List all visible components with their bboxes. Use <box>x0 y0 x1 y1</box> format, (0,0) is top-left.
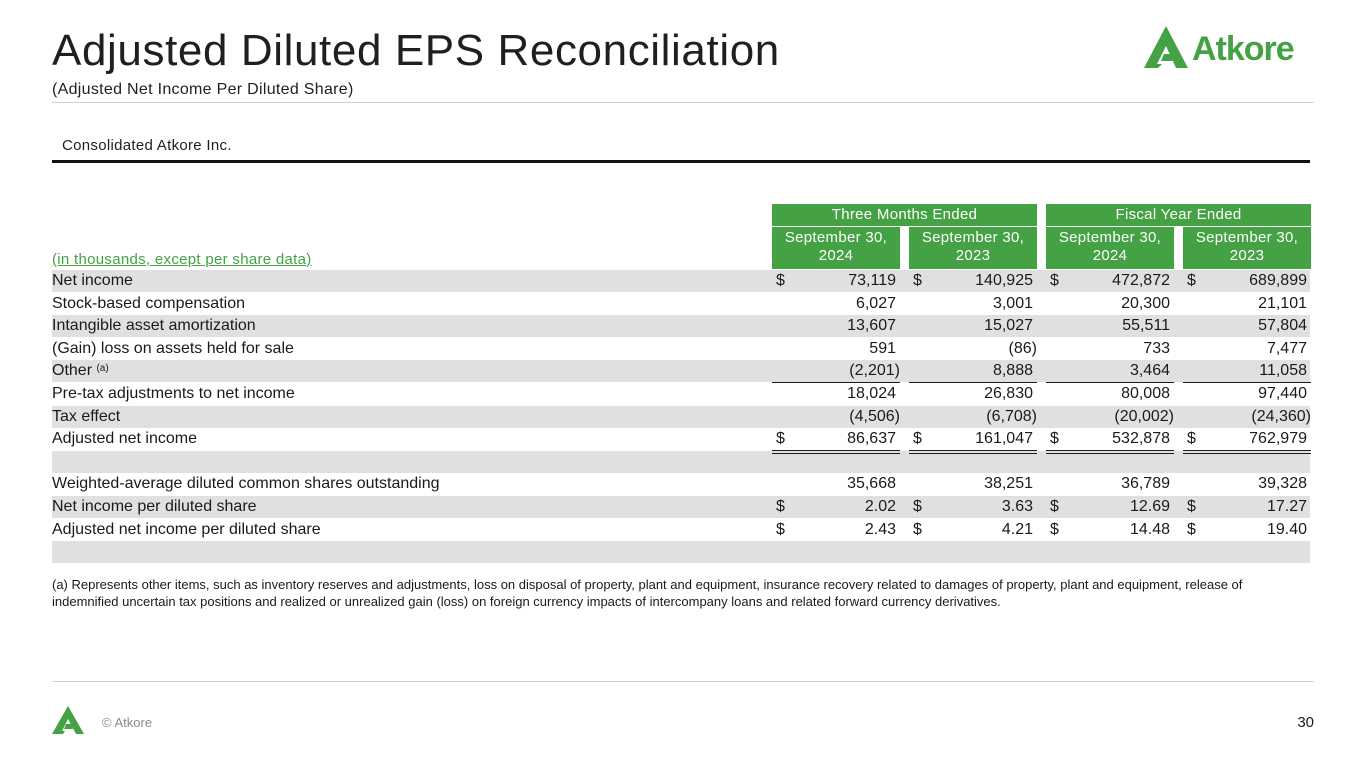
column-header-q-2023 <box>909 227 1037 269</box>
cell-value: (4,506) <box>849 407 900 425</box>
value-cell <box>1046 360 1174 382</box>
table-row <box>52 496 1310 518</box>
value-cell <box>909 360 1037 382</box>
cell-value: 18,024 <box>847 385 896 402</box>
value-cell <box>772 428 900 450</box>
cell-value: 20,300 <box>1121 294 1170 312</box>
value-cell <box>772 360 900 382</box>
value-cell <box>909 293 1037 315</box>
value-cell <box>1046 338 1174 360</box>
cell-value: 3,001 <box>992 294 1033 312</box>
page-title: Adjusted Diluted EPS Reconciliation <box>52 26 780 75</box>
value-cell <box>1046 270 1174 292</box>
cell-value: 73,119 <box>848 272 896 289</box>
value-cell <box>1046 428 1174 450</box>
row-label <box>52 496 257 518</box>
page-subtitle: (Adjusted Net Income Per Diluted Share) <box>52 81 354 98</box>
subtotal-rule <box>772 382 900 383</box>
dollar-sign: $ <box>913 430 922 448</box>
row-label <box>52 360 109 382</box>
value-cell <box>909 496 1037 518</box>
value-cell <box>1183 428 1311 450</box>
cell-value: 17.27 <box>1266 498 1307 515</box>
cell-value: 21,101 <box>1258 294 1307 312</box>
cell-value: (86) <box>1008 339 1037 357</box>
cell-value: 57,804 <box>1258 317 1307 335</box>
table-row <box>52 473 1310 495</box>
table-row <box>52 451 1310 473</box>
cell-value: 14.48 <box>1129 520 1170 538</box>
copyright: © Atkore <box>102 715 153 730</box>
dollar-sign: $ <box>1187 430 1196 448</box>
cell-value: 11,058 <box>1259 362 1307 380</box>
row-label <box>52 473 440 495</box>
value-cell <box>772 519 900 541</box>
cell-value: 35,668 <box>847 475 896 493</box>
value-cell <box>1183 338 1311 360</box>
cell-value: 2.43 <box>864 520 896 538</box>
cell-value: 39,328 <box>1258 475 1307 493</box>
cell-value: 8,888 <box>992 362 1033 380</box>
value-cell <box>909 473 1037 495</box>
value-cell <box>1046 473 1174 495</box>
table-row <box>52 406 1310 428</box>
table-row <box>52 428 1310 450</box>
dollar-sign: $ <box>776 498 785 515</box>
value-cell <box>1183 406 1311 428</box>
dollar-sign: $ <box>776 520 785 538</box>
dollar-sign: $ <box>776 272 785 289</box>
cell-value: 161,047 <box>975 430 1033 448</box>
atkore-logo <box>1142 24 1318 70</box>
cell-value: 36,789 <box>1121 475 1170 493</box>
header-divider <box>52 102 1314 103</box>
row-label-text: Pre-tax adjustments to net income <box>52 385 295 402</box>
cell-value: 689,899 <box>1249 272 1307 289</box>
dollar-sign: $ <box>1187 272 1196 289</box>
row-label-text: Stock-based compensation <box>52 294 245 312</box>
cell-value: 2.02 <box>864 498 896 515</box>
value-cell <box>772 338 900 360</box>
atkore-mark-icon <box>52 705 88 735</box>
dollar-sign: $ <box>913 272 922 289</box>
total-double-rule <box>1046 450 1174 454</box>
value-cell <box>772 315 900 337</box>
table-row <box>52 360 1310 382</box>
cell-value: 532,878 <box>1112 430 1170 448</box>
value-cell <box>1183 473 1311 495</box>
row-label <box>52 338 294 360</box>
value-cell <box>772 406 900 428</box>
table-row <box>52 383 1310 405</box>
units-label: (in thousands, except per share data) <box>52 251 312 268</box>
value-cell <box>1046 315 1174 337</box>
cell-value: 80,008 <box>1121 385 1170 402</box>
cell-value: 19.40 <box>1266 520 1307 538</box>
column-header-line1: September 30, <box>921 229 1025 246</box>
value-cell <box>909 451 1037 473</box>
cell-value: 7,477 <box>1266 339 1307 357</box>
value-cell <box>909 406 1037 428</box>
value-cell <box>772 383 900 405</box>
value-cell <box>1046 383 1174 405</box>
cell-value: (24,360) <box>1251 407 1311 425</box>
dollar-sign: $ <box>776 430 785 448</box>
section-divider <box>52 160 1310 163</box>
value-cell <box>1183 496 1311 518</box>
value-cell <box>772 270 900 292</box>
value-cell <box>772 451 900 473</box>
dollar-sign: $ <box>1050 520 1059 538</box>
row-label-text: Weighted-average diluted common shares outstanding <box>52 475 440 493</box>
cell-value: 12.69 <box>1129 498 1170 515</box>
dollar-sign: $ <box>1187 520 1196 538</box>
column-header-line2: 2024 <box>818 247 854 264</box>
cell-value: 26,830 <box>984 385 1033 402</box>
cell-value: 4.21 <box>1001 520 1033 538</box>
footnote-marker: (a) <box>96 363 109 375</box>
value-cell <box>909 383 1037 405</box>
cell-value: 472,872 <box>1112 272 1170 289</box>
row-label <box>52 270 133 292</box>
column-header-line2: 2024 <box>1092 247 1128 264</box>
column-header-line2: 2023 <box>1229 247 1265 264</box>
cell-value: 97,440 <box>1258 385 1307 402</box>
value-cell <box>1183 451 1311 473</box>
cell-value: 591 <box>869 339 896 357</box>
value-cell <box>772 473 900 495</box>
cell-value: 13,607 <box>847 317 896 335</box>
value-cell <box>1046 293 1174 315</box>
logo-wordmark: Atkore <box>1192 30 1294 68</box>
row-label-text: Intangible asset amortization <box>52 317 256 335</box>
row-label <box>52 293 245 315</box>
value-cell <box>1183 541 1311 563</box>
value-cell <box>909 519 1037 541</box>
row-label-text: Net income <box>52 272 133 289</box>
dollar-sign: $ <box>1050 430 1059 448</box>
value-cell <box>909 270 1037 292</box>
value-cell <box>1046 406 1174 428</box>
column-header-line1: September 30, <box>1195 229 1299 246</box>
cell-value: (20,002) <box>1114 407 1174 425</box>
column-header-fy-2024 <box>1046 227 1174 269</box>
cell-value: (6,708) <box>986 407 1037 425</box>
value-cell <box>909 428 1037 450</box>
cell-value: 733 <box>1143 339 1170 357</box>
value-cell <box>1183 270 1311 292</box>
value-cell <box>1046 541 1174 563</box>
total-double-rule <box>909 450 1037 454</box>
value-cell <box>1046 451 1174 473</box>
table-row <box>52 293 1310 315</box>
value-cell <box>772 541 900 563</box>
column-header-line2: 2023 <box>955 247 991 264</box>
cell-value: 6,027 <box>855 294 896 312</box>
total-double-rule <box>772 450 900 454</box>
value-cell <box>909 541 1037 563</box>
row-label <box>52 519 321 541</box>
cell-value: (2,201) <box>849 362 900 380</box>
value-cell <box>1183 383 1311 405</box>
group-header-three-months: Three Months Ended <box>772 204 1037 226</box>
atkore-logo-icon <box>1142 24 1318 70</box>
value-cell <box>1183 360 1311 382</box>
row-label <box>52 383 295 405</box>
total-double-rule <box>1183 450 1311 454</box>
row-label-text: Other <box>52 362 93 380</box>
value-cell <box>1183 293 1311 315</box>
value-cell <box>909 315 1037 337</box>
table-row <box>52 270 1310 292</box>
table-row <box>52 338 1310 360</box>
cell-value: 38,251 <box>984 475 1033 493</box>
cell-value: 3,464 <box>1129 362 1170 380</box>
value-cell <box>1046 519 1174 541</box>
subtotal-rule <box>1046 382 1174 383</box>
dollar-sign: $ <box>1050 498 1059 515</box>
table-row <box>52 315 1310 337</box>
column-header-fy-2023 <box>1183 227 1311 269</box>
column-header-q-2024 <box>772 227 900 269</box>
cell-value: 55,511 <box>1122 317 1170 335</box>
section-label: Consolidated Atkore Inc. <box>62 137 232 154</box>
footer-divider <box>52 681 1314 682</box>
row-label-text: (Gain) loss on assets held for sale <box>52 339 294 357</box>
cell-value: 86,637 <box>847 430 896 448</box>
row-label-text: Net income per diluted share <box>52 498 257 515</box>
row-label <box>52 406 120 428</box>
dollar-sign: $ <box>1050 272 1059 289</box>
page-number: 30 <box>1297 714 1314 731</box>
row-label-text: Adjusted net income <box>52 430 197 448</box>
value-cell <box>772 496 900 518</box>
subtotal-rule <box>909 382 1037 383</box>
dollar-sign: $ <box>913 498 922 515</box>
column-header-line1: September 30, <box>784 229 888 246</box>
table-row <box>52 519 1310 541</box>
value-cell <box>1183 519 1311 541</box>
value-cell <box>772 293 900 315</box>
row-label-text: Adjusted net income per diluted share <box>52 520 321 538</box>
cell-value: 3.63 <box>1001 498 1033 515</box>
cell-value: 140,925 <box>975 272 1033 289</box>
value-cell <box>1046 496 1174 518</box>
row-label <box>52 315 256 337</box>
value-cell <box>1183 315 1311 337</box>
table-row <box>52 541 1310 563</box>
row-label-text: Tax effect <box>52 407 121 425</box>
dollar-sign: $ <box>913 520 922 538</box>
footnote: (a) Represents other items, such as inventory reserves and adjustments, loss on disposal of property, plant and equipment, insurance recovery related to damages of property, plant and equipment, release of indemnified uncertain tax positions and realized or unrealized gain (loss) on foreign currency impacts of intercompany loans and related forward currency derivatives. <box>52 577 1243 609</box>
dollar-sign: $ <box>1187 498 1196 515</box>
subtotal-rule <box>1183 382 1311 383</box>
group-header-fiscal-year: Fiscal Year Ended <box>1046 204 1311 226</box>
cell-value: 762,979 <box>1249 430 1307 448</box>
cell-value: 15,027 <box>984 317 1033 335</box>
value-cell <box>909 338 1037 360</box>
column-header-line1: September 30, <box>1058 229 1162 246</box>
row-label <box>52 428 197 450</box>
